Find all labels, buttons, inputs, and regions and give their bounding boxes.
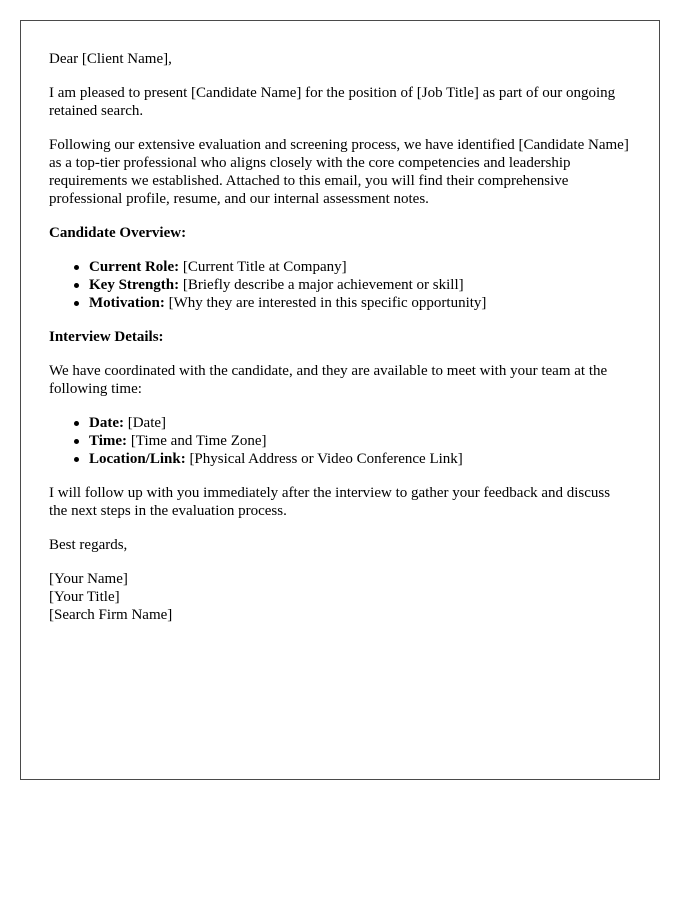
list-item-date — [89, 414, 631, 432]
interview-details-list — [49, 414, 631, 468]
list-item-location — [89, 450, 631, 468]
item-value: [Time and Time Zone] — [127, 433, 267, 449]
list-item-time — [89, 432, 631, 450]
closing: Best regards, — [49, 537, 128, 553]
letter-document — [20, 20, 660, 780]
item-label: Time: — [89, 433, 128, 449]
evaluation-paragraph: Following our extensive evaluation and screening process, we have identified [Candidate Name] as a top-tier professional who aligns closely with the core competencies and leadership requirements we established. Attached to this email, you will find their comprehensive professional profile, resume, and our internal assessment notes. — [49, 137, 629, 207]
item-value: [Current Title at Company] — [179, 259, 347, 275]
interview-intro-paragraph: We have coordinated with the candidate, and they are available to meet with your team at the following time: — [49, 363, 608, 397]
greeting: Dear [Client Name], — [49, 51, 172, 67]
item-value: [Briefly describe a major achievement or skill] — [179, 277, 464, 293]
item-value: [Why they are interested in this specific opportunity] — [164, 295, 487, 311]
list-item-key-strength — [89, 276, 631, 294]
item-label: Current Role: — [89, 259, 180, 275]
item-label: Key Strength: — [89, 277, 180, 293]
bullet-icon — [74, 301, 79, 306]
bullet-icon — [74, 457, 79, 462]
signature-block — [49, 570, 631, 624]
item-label: Motivation: — [89, 295, 165, 311]
signature-title: [Your Title] — [49, 589, 120, 605]
signature-name: [Your Name] — [49, 571, 128, 587]
candidate-overview-heading: Candidate Overview: — [49, 225, 187, 241]
signature-firm: [Search Firm Name] — [49, 607, 173, 623]
intro-paragraph: I am pleased to present [Candidate Name] for the position of [Job Title] as part of our ongoing retained search. — [49, 85, 616, 119]
bullet-icon — [74, 265, 79, 270]
candidate-overview-list — [49, 258, 631, 312]
item-label: Date: — [89, 415, 124, 431]
bullet-icon — [74, 283, 79, 288]
interview-details-heading: Interview Details: — [49, 329, 164, 345]
bullet-icon — [74, 439, 79, 444]
item-value: [Date] — [123, 415, 167, 431]
item-label: Location/Link: — [89, 451, 186, 467]
list-item-motivation — [89, 294, 631, 312]
followup-paragraph: I will follow up with you immediately after the interview to gather your feedback and discuss the next steps in the evaluation process. — [49, 485, 611, 519]
list-item-current-role — [89, 258, 631, 276]
item-value: [Physical Address or Video Conference Link] — [185, 451, 463, 467]
bullet-icon — [74, 421, 79, 426]
